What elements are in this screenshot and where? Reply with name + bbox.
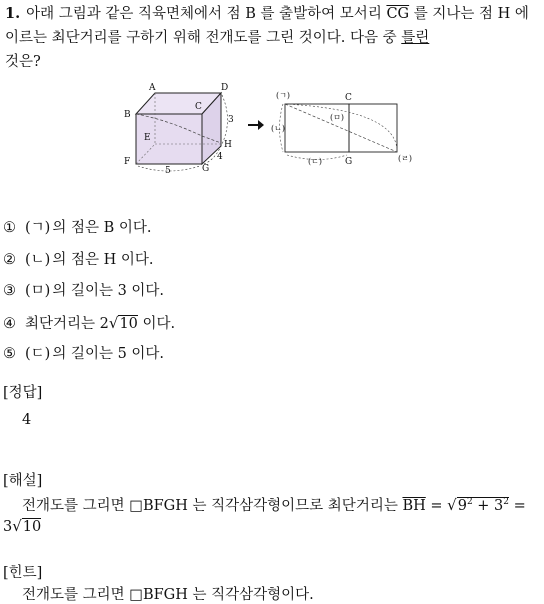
sqrt-icon: √ <box>447 496 457 514</box>
choice-mark: (ㅁ) <box>25 283 51 299</box>
result-coefficient: 3 <box>3 519 13 535</box>
choice-1[interactable] <box>3 213 175 245</box>
choice-number: ③ <box>3 283 16 299</box>
question-part-1: 아래 그림과 같은 직육면체에서 점 B 를 출발하여 모서리 <box>26 6 382 22</box>
exponent-b: 2 <box>503 497 510 508</box>
question-part-2: 를 지나는 점 H 에 이르는 최단거리를 구하기 위해 전개도를 그린 것이다. 다음 중 <box>5 6 529 46</box>
net-label-top-left: (ㄱ) <box>276 91 290 100</box>
net-diagram <box>271 91 412 167</box>
explanation-line-2 <box>3 517 41 535</box>
label-h: H <box>224 140 232 150</box>
term-b: 3 <box>494 498 504 514</box>
label-f: F <box>124 157 131 167</box>
choice-text: 최단거리는 2 <box>25 315 109 332</box>
right-arrow-icon <box>248 120 264 130</box>
explanation-label: [해설] <box>3 473 43 489</box>
term-a: 9 <box>457 498 467 514</box>
choice-mark: (ㄷ) <box>25 346 51 362</box>
choice-number: ④ <box>3 315 16 332</box>
label-c: C <box>195 102 202 112</box>
explanation-radicand <box>457 497 509 514</box>
label-3: 3 <box>228 115 234 125</box>
choice-mark: (ㄴ) <box>25 251 51 268</box>
net-label-mid: (ㅁ) <box>330 113 344 122</box>
choice-text: 의 길이는 5 이다. <box>52 346 165 362</box>
question-end: 것은? <box>5 54 41 70</box>
label-4: 4 <box>217 152 223 162</box>
hint-text: 전개도를 그리면 □BFGH 는 직각삼각형이다. <box>22 587 314 603</box>
label-g: G <box>202 164 210 174</box>
explanation-text: 전개도를 그리면 □BFGH 는 직각삼각형이므로 최단거리는 <box>22 498 398 514</box>
net-label-bottom: (ㄷ) <box>308 157 322 166</box>
plus-sign: + <box>477 498 490 514</box>
question-number: 1. <box>5 5 21 22</box>
edge-cg: $\overline{CG}$ <box>386 6 410 22</box>
sqrt-icon: √ <box>108 313 119 332</box>
choice-number: ⑤ <box>3 346 16 362</box>
net-label-left: (ㄴ) <box>271 124 285 133</box>
label-b: B <box>124 110 131 120</box>
choice-list <box>3 213 175 371</box>
choice-3[interactable] <box>3 276 175 308</box>
hint-label: [힌트] <box>3 565 43 581</box>
choice-text: 의 점은 H 이다. <box>52 251 154 268</box>
sqrt-icon: √ <box>12 517 22 535</box>
choice-number: ① <box>3 220 16 236</box>
explanation-line-1 <box>22 494 526 515</box>
label-e: E <box>144 133 151 143</box>
net-label-right: (ㄹ) <box>398 154 412 163</box>
choice-5[interactable] <box>3 339 175 371</box>
choice-radicand: 10 <box>119 315 138 332</box>
underlined-wrong: 틀린 <box>401 30 430 46</box>
choice-mark: (ㄱ) <box>25 220 51 236</box>
choice-suffix: 이다. <box>142 315 176 332</box>
exponent-a: 2 <box>466 497 473 508</box>
cuboid-3d <box>124 83 234 176</box>
segment-bh: $\overline{BH}$ <box>402 498 426 514</box>
label-5: 5 <box>165 166 171 176</box>
equals-sign: = <box>430 498 443 514</box>
choice-2[interactable] <box>3 245 175 277</box>
label-d: D <box>221 83 229 93</box>
label-a: A <box>149 83 156 93</box>
choice-text: 의 길이는 3 이다. <box>52 283 165 299</box>
result-radicand: 10 <box>22 519 42 535</box>
answer-value: 4 <box>22 412 32 428</box>
choice-text: 의 점은 B 이다. <box>52 220 152 236</box>
equals-sign-2: = <box>513 498 526 514</box>
choice-number: ② <box>3 251 16 268</box>
question-text <box>5 2 539 74</box>
answer-label: [정답] <box>3 385 43 401</box>
net-label-g: G <box>345 157 353 167</box>
choice-4[interactable] <box>3 308 175 340</box>
cuboid-figure <box>118 80 418 176</box>
net-label-c: C <box>345 93 352 103</box>
